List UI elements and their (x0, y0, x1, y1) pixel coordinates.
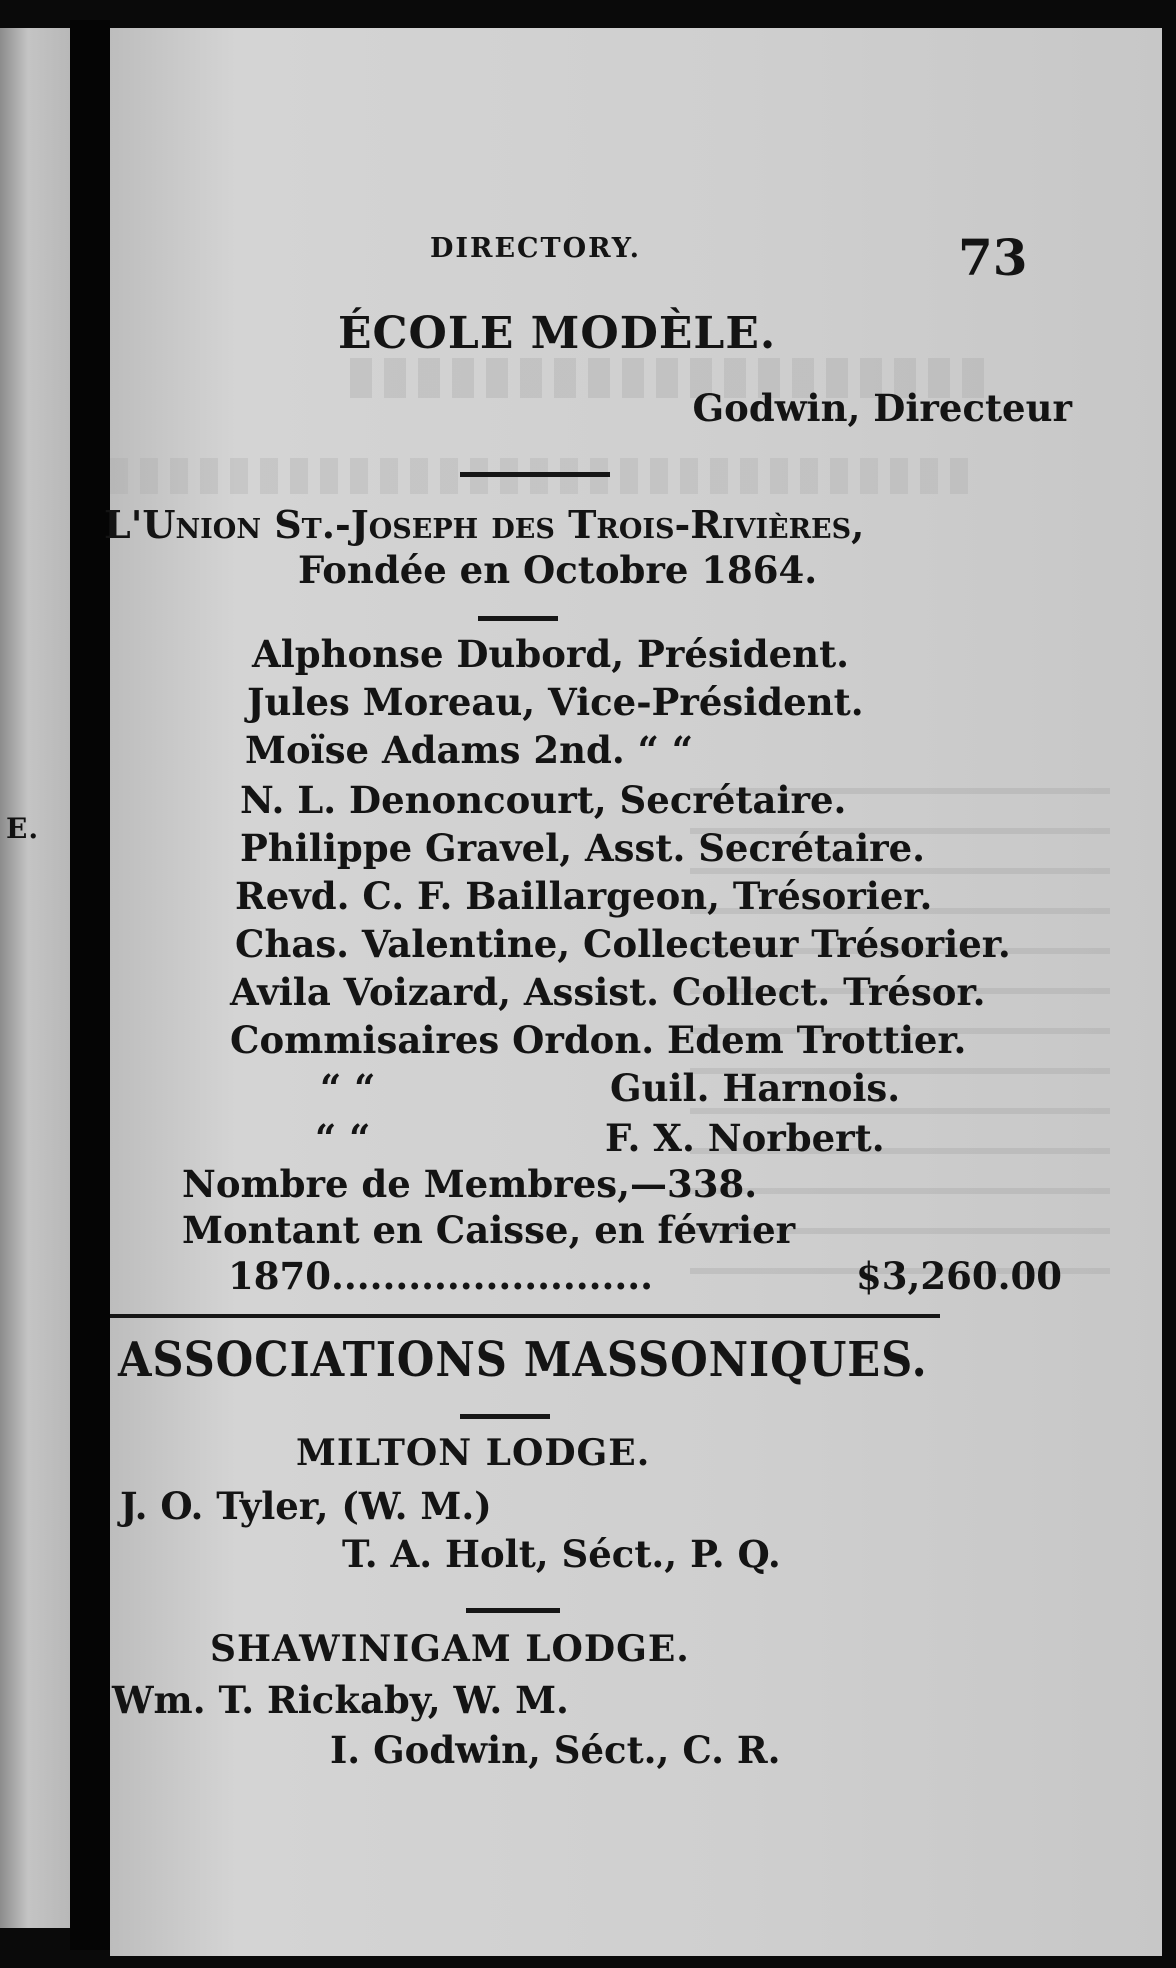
section-rule (110, 1314, 940, 1318)
lodge-secretary: I. Godwin, Séct., C. R. (330, 1728, 781, 1772)
officer-line: Guil. Harnois. (610, 1066, 901, 1110)
union-founded: Fondée en Octobre 1864. (298, 548, 818, 592)
page-number: 73 (958, 228, 1028, 287)
lodge-name: MILTON LODGE. (296, 1432, 651, 1474)
union-title: L'Union St.-Joseph des Trois-Rivières, (104, 502, 865, 547)
cash-label: Montant en Caisse, en février (182, 1208, 796, 1252)
lodge-secretary: T. A. Holt, Séct., P. Q. (342, 1532, 781, 1576)
cash-year: 1870......................... (228, 1254, 654, 1298)
officer-line: Philippe Gravel, Asst. Secrétaire. (240, 826, 926, 870)
ditto-marks: “ “ (315, 1116, 371, 1160)
officer-line: F. X. Norbert. (605, 1116, 885, 1160)
ditto-marks: “ “ (320, 1066, 376, 1110)
masonic-title: ASSOCIATIONS MASSONIQUES. (118, 1332, 928, 1388)
cash-amount: $3,260.00 (856, 1254, 1062, 1298)
lodge-name: SHAWINIGAM LODGE. (210, 1628, 690, 1670)
officer-line: Revd. C. F. Baillargeon, Trésorier. (235, 874, 933, 918)
ecole-title: ÉCOLE MODÈLE. (338, 308, 777, 359)
officer-line: Moïse Adams 2nd. “ “ (245, 728, 694, 772)
ecole-director: Godwin, Directeur (692, 386, 1072, 430)
officer-line: Avila Voizard, Assist. Collect. Trésor. (230, 970, 986, 1014)
book-gutter (70, 20, 110, 1950)
directory-page (104, 28, 1162, 1956)
divider (460, 472, 610, 477)
previous-page-edge (0, 28, 70, 1928)
officer-line: Chas. Valentine, Collecteur Trésorier. (235, 922, 1011, 966)
lodge-master: J. O. Tyler, (W. M.) (120, 1484, 492, 1528)
officer-line: Jules Moreau, Vice-Président. (247, 680, 864, 724)
divider (466, 1608, 560, 1613)
divider (478, 616, 558, 621)
lodge-master: Wm. T. Rickaby, W. M. (112, 1678, 569, 1722)
previous-page-fragment: E. (6, 812, 40, 845)
officer-line: Alphonse Dubord, Président. (252, 632, 850, 676)
divider (460, 1414, 550, 1419)
running-head: DIRECTORY. (430, 233, 641, 264)
member-count: Nombre de Membres,—338. (182, 1162, 758, 1206)
officer-line: Commisaires Ordon. Edem Trottier. (230, 1018, 967, 1062)
officer-line: N. L. Denoncourt, Secrétaire. (240, 778, 847, 822)
